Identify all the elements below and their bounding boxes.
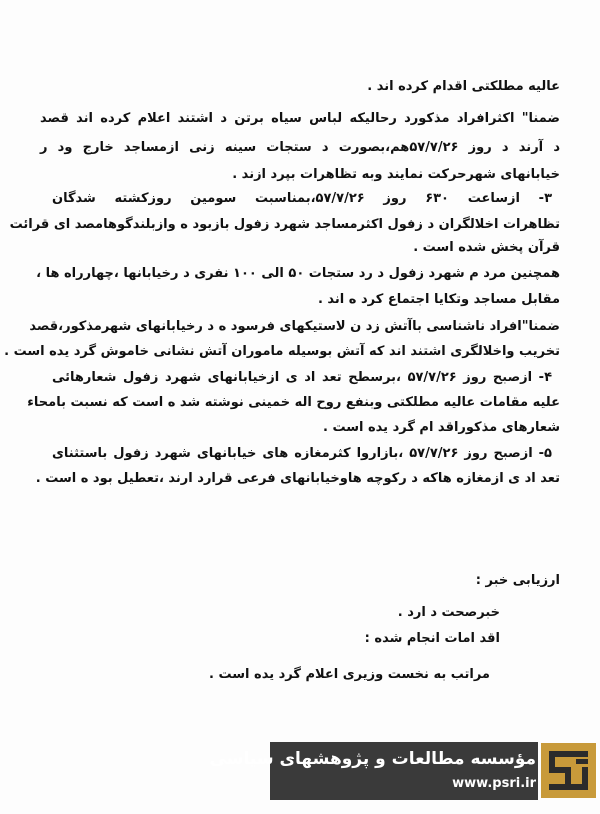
- text-line-12: ۴- ازصبح روز ۵۷/۷/۲۶ ،برسطح تعد اد ی ازخیابانهای شهرد زفول شعارهائی: [52, 370, 553, 385]
- text-line-5: ۳- ازساعت ۶۳۰ روز ۵۷/۷/۲۶،بمناسبت سومین روزکشته شدگان: [52, 191, 552, 206]
- text-line-15: ۵- ازصبح روز ۵۷/۷/۲۶ ،بازاروا کثرمغازه های خیابانهای شهرد زفول باستثنای: [52, 446, 552, 461]
- text-line-7: قرآن پخش شده است .: [413, 240, 560, 255]
- text-line-4: خیابانهای شهرحرکت نمایند وبه تظاهرات بپرد ازند .: [232, 167, 560, 182]
- text-line-2: ضمنا" اکثرافراد مذکورد رحالیکه لباس سیاه برتن د اشتند اعلام کرده اند قصد: [40, 111, 560, 126]
- text-line-16: تعد اد ی ازمغازه هاکه د رکوچه هاوخیابانهای فرعی قرارد ارند ،تعطیل بود ه است .: [35, 471, 560, 486]
- institute-footer: [0, 742, 600, 814]
- text-line-1: عالیه مطلکتی اقدام کرده اند .: [367, 79, 560, 94]
- actions-label: اقد امات انجام شده :: [364, 631, 500, 646]
- institute-name: مؤسسه مطالعات و پژوهشهای سیاسی: [209, 749, 536, 769]
- text-line-3: د آرند د روز ۵۷/۷/۲۶هم،بصورت د ستجات سینه زنی ازمساجد خارج ود ر: [40, 140, 560, 155]
- text-line-6: تظاهرات اخلالگران د زفول اکثرمساجد شهرد زفول بازبود ه وازبلندگوهامصد ای قرائت: [9, 217, 560, 232]
- institute-url[interactable]: www.psri.ir: [452, 776, 536, 791]
- actions-value: مراتب به نخست وزیری اعلام گرد یده است .: [209, 667, 490, 682]
- text-line-8: همچنین مرد م شهرد زفول د رد ستجات ۵۰ الی ۱۰۰ نفری د رخیابانها ،چهارراه ها ،: [36, 266, 560, 281]
- text-line-10: ضمنا"افراد ناشناسی باآتش زد ن لاستیکهای فرسود ه د رخیابانهای شهرمذکور،قصد: [29, 319, 560, 334]
- psri-logo-icon: [541, 743, 596, 798]
- assessment-value: خبرصحت د ارد .: [397, 605, 500, 620]
- text-line-11: تخریب واخلالگری اشتند اند که آتش بوسیله ماموران آتش نشانی خاموش گرد یده است .: [4, 344, 560, 359]
- assessment-label: ارزیابی خبر :: [475, 573, 560, 588]
- text-line-14: شعارهای مذکوراقد ام گرد یده است .: [323, 420, 560, 435]
- text-line-9: مقابل مساجد وتکایا اجتماع کرد ه اند .: [317, 292, 560, 307]
- text-line-13: علیه مقامات عالیه مطلکتی وبنفع روح اله خمینی نوشته شد ه است که نسبت بامحاء: [27, 395, 560, 410]
